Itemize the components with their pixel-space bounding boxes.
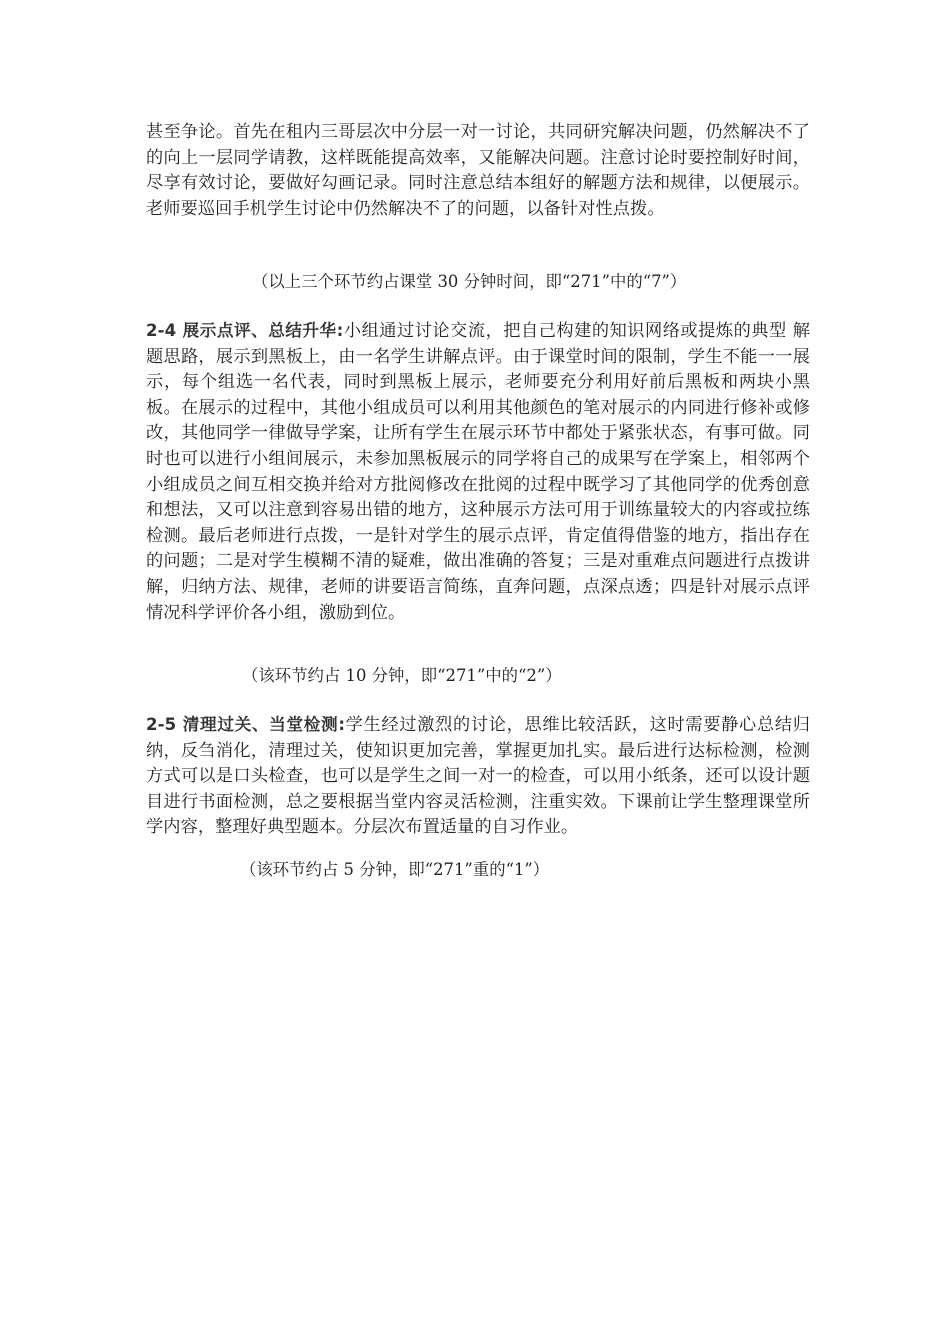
section-body-2-5: 学生经过激烈的讨论，思维比较活跃，这时需要静心总结归纳，反刍消化，清理过关，使知识更加完善，掌握更加扎实。最后进行达标检测，检测方式可以是口头检查，也可以是学生之间一对一的检查，可以用小纸条，还可以设计题目进行书面检测，总之要根据当堂内容灵活检测，注重实效。下课前让学生整理课堂所学内容，整理好典型题本。分层次布置适量的自习作业。 [146, 715, 810, 838]
time-note-7: （以上三个环节约占课堂 30 分钟时间，即“271”中的“7”） [252, 272, 687, 291]
section-2-4 [146, 318, 810, 626]
section-2-5 [146, 712, 810, 841]
section-heading-2-5: 2-5 清理过关、当堂检测: [146, 715, 346, 734]
time-note-1: （该环节约占 5 分钟，即“271”重的“1”） [240, 860, 550, 879]
time-note-2: （该环节约占 10 分钟，即“271”中的“2”） [242, 666, 562, 685]
section-heading-2-4: 2-4 展示点评、总结升华: [146, 321, 344, 340]
section-body-2-4: 小组通过讨论交流，把自己构建的知识网络或提炼的典型 解题思路，展示到黑板上，由一名学生讲解点评。由于课堂时间的限制，学生不能一一展示，每个组选一名代表，同时到黑板上展示，老师要充分利用好前后黑板和两块小黑板。在展示的过程中，其他小组成员可以利用其他颜色的笔对展示的内同进行修补或修改，其他同学一律做导学案，让所有学生在展示环节中都处于紧张状态，有事可做。同时也可以进行小组间展示，未参加黑板展示的同学将自己的成果写在学案上，相邻两个小组成员之间互相交换并给对方批阅修改在批阅的过程中既学习了其他同学的优秀创意和想法，又可以注意到容易出错的地方，这种展示方法可用于训练量较大的内容或拉练检测。最后老师进行点拨，一是针对学生的展示点评，肯定值得借鉴的地方，指出存在的问题；二是对学生模糊不清的疑难，做出准确的答复；三是对重难点问题进行点拨讲解，归纳方法、规律，老师的讲要语言简练，直奔问题，点深点透；四是针对展示点评情况科学评价各小组，激励到位。 [146, 321, 811, 623]
paragraph-discussion: 甚至争论。首先在租内三哥层次中分层一对一讨论，共同研究解决问题，仍然解决不了的向上一层同学请教，这样既能提高效率，又能解决问题。注意讨论时要控制好时间，尽享有效讨论，要做好勾画记录。同时注意总结本组好的解题方法和规律，以便展示。老师要巡回手机学生讨论中仍然解决不了的问题，以备针对性点拨。 [146, 122, 810, 219]
